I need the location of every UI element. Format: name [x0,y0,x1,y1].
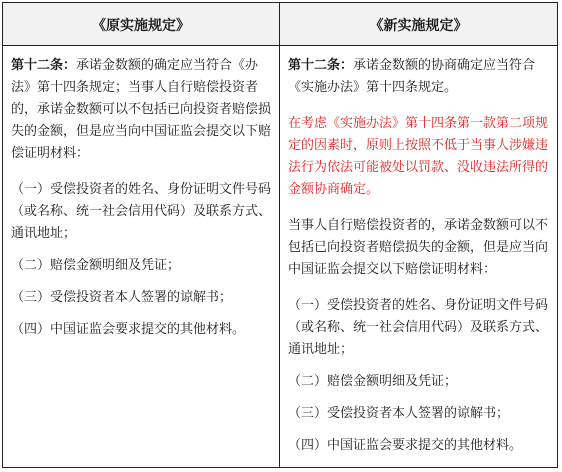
article-label: 第十二条： [11,58,77,73]
column-divider [279,3,280,467]
comparison-table [2,2,558,468]
compensation-paragraph: 当事人自行赔偿投资者的，承诺金数额可以不包括已向投资者赔偿损失的金额，但是应当向中国证监会提交以下赔偿证明材料： [288,218,549,277]
original-article-12 [11,55,273,165]
original-rules-column [11,55,273,351]
list-item: （三）受偿投资者本人签署的谅解书； [288,406,510,421]
header-original-rules: 《原实施规定》 [92,18,190,34]
list-item: （四）中国证监会要求提交的其他材料。 [11,322,246,337]
article-text: 承诺金数额的协商确定应当符合《实施办法》第十四条规定。 [288,58,536,95]
list-item: （一）受偿投资者的姓名、身份证明文件号码（或名称、统一社会信用代码）及联系方式、通讯地址； [11,182,272,241]
list-item: （二）赔偿金额明细及凭证； [288,374,458,389]
new-article-12 [288,55,552,99]
new-rules-column [288,55,552,467]
list-item: （一）受偿投资者的姓名、身份证明文件号码（或名称、统一社会信用代码）及联系方式、通讯地址； [288,298,549,357]
list-item: （四）中国证监会要求提交的其他材料。 [288,438,523,453]
header-new-rules: 《新实施规定》 [369,18,468,34]
article-text: 承诺金数额的确定应当符合《办法》第十四条规定；当事人自行赔偿投资者的，承诺金数额可以不包括已向投资者赔偿损失的金额，但是应当向中国证监会提交以下赔偿证明材料： [11,58,272,161]
new-added-provision: 在考虑《实施办法》第十四条第一款第二项规定的因素时，原则上按照不低于当事人涉嫌违法行为依法可能被处以罚款、没收违法所得的金额协商确定。 [288,116,549,197]
article-label: 第十二条： [288,58,354,73]
list-item: （二）赔偿金额明细及凭证； [11,258,181,273]
list-item: （三）受偿投资者本人签署的谅解书； [11,290,233,305]
